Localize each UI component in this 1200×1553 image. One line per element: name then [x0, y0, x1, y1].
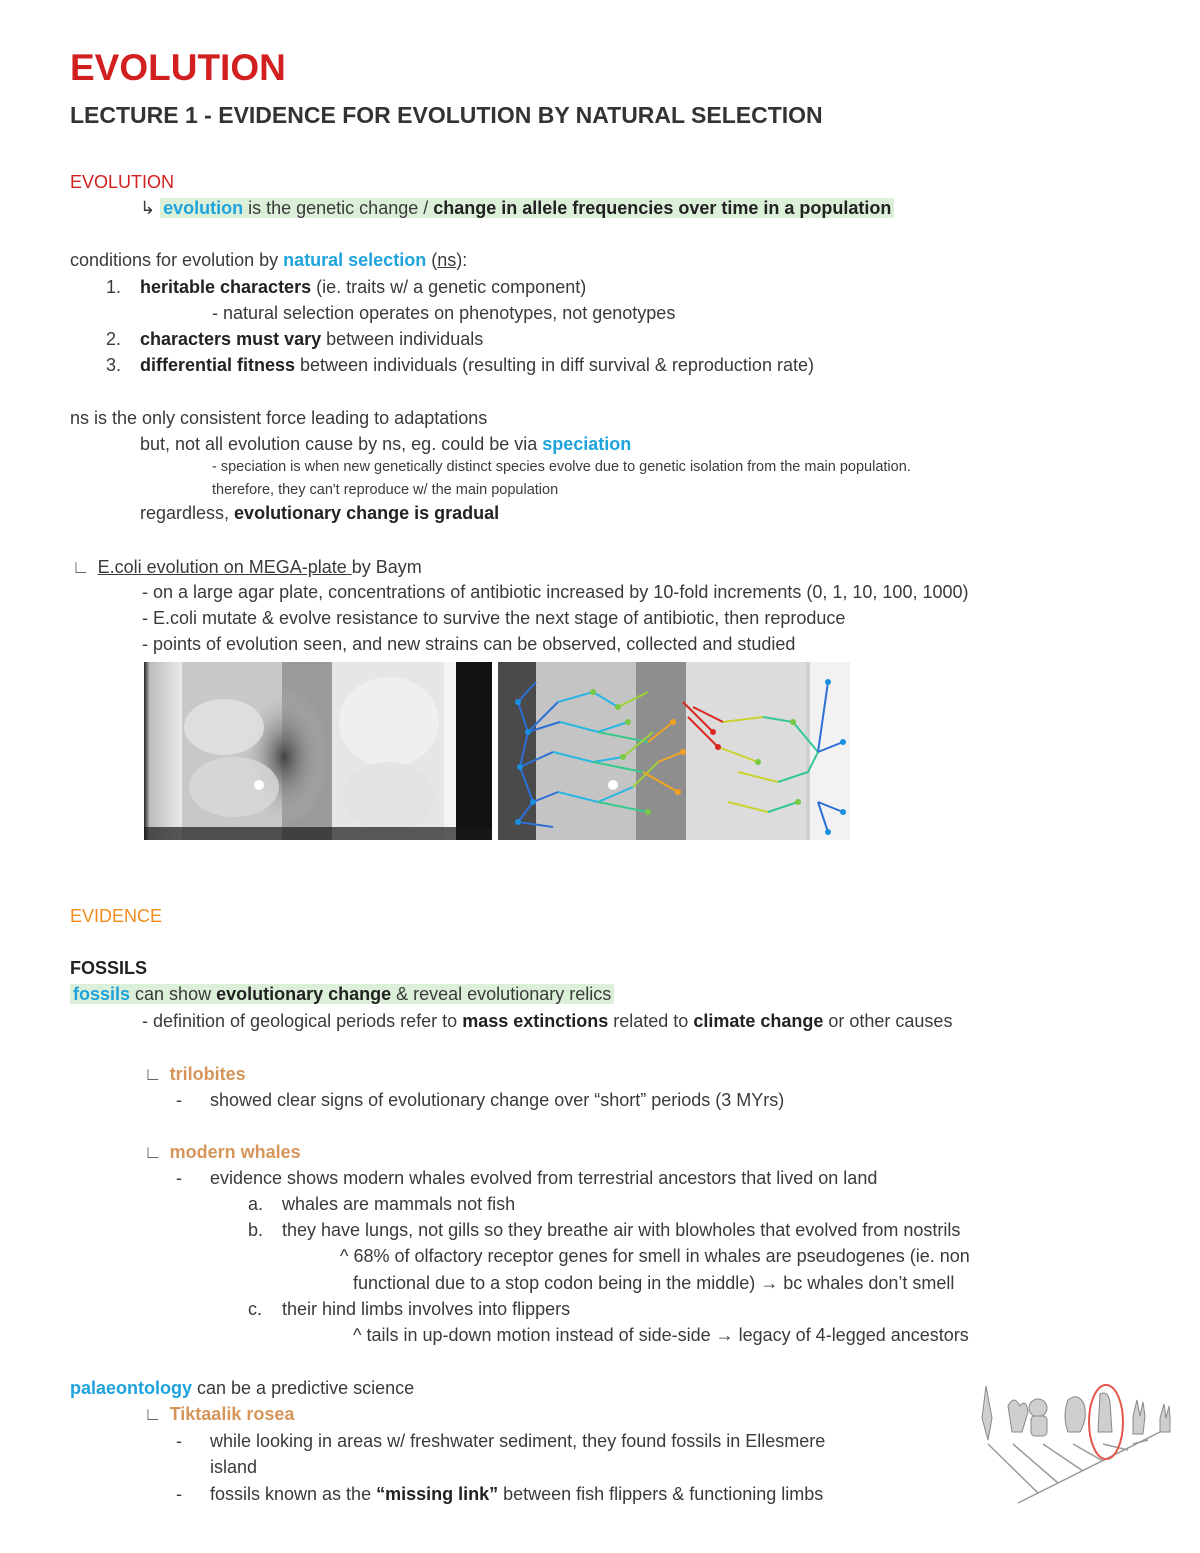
paren-open: (	[426, 250, 438, 270]
note-text: - definition of geological periods refer to	[142, 1011, 463, 1031]
term-natural-selection: natural selection	[283, 250, 427, 270]
whales-item-b-note-1: ^ 68% of olfactory receptor genes for smell in whales are pseudogenes (ie. non	[340, 1246, 970, 1266]
fossils-summary	[70, 982, 614, 1006]
bullet-text: showed clear signs of evolutionary change over “short” periods (3 MYrs)	[210, 1090, 785, 1110]
note-bold: mass extinctions	[462, 1011, 609, 1031]
dash: -	[176, 1431, 182, 1451]
section-heading-evidence: EVIDENCE	[70, 906, 163, 926]
geological-periods-note	[142, 1009, 952, 1033]
fossils-heading: FOSSILS	[70, 958, 148, 978]
note-text: or other causes	[823, 1011, 953, 1031]
ecoli-bullet-2: - E.coli mutate & evolve resistance to survive the next stage of antibiotic, then reproduce	[142, 608, 846, 628]
item-text: they have lungs, not gills so they breathe air with blowholes that evolved from nostrils	[282, 1220, 961, 1240]
page-subtitle: LECTURE 1 - EVIDENCE FOR EVOLUTION BY NATURAL SELECTION	[70, 102, 823, 128]
dash: -	[176, 1090, 182, 1110]
trilobites-bullet	[176, 1088, 784, 1112]
whales-item-a	[248, 1192, 515, 1216]
condition-text: between individuals	[321, 329, 484, 349]
definition-highlight	[160, 198, 894, 218]
dash: -	[176, 1168, 182, 1188]
tetrapod-cladogram	[968, 1378, 1180, 1508]
definition-text: is the genetic change /	[243, 198, 434, 218]
term-speciation: speciation	[542, 434, 632, 454]
section-heading-evolution: EVOLUTION	[70, 172, 175, 192]
corner-glyph: ∟	[144, 1404, 162, 1424]
tiktaalik-heading	[144, 1402, 294, 1426]
whales-item-c-note: ^ tails in up-down motion instead of side-side → legacy of 4-legged ancestors	[353, 1325, 969, 1345]
bullet-text: between fish flippers & functioning limbs	[498, 1484, 824, 1504]
fossils-text: & reveal evolutionary relics	[391, 984, 612, 1004]
list-number: 1.	[106, 277, 122, 297]
dash: -	[176, 1484, 182, 1504]
whales-bullet	[176, 1166, 877, 1190]
term-palaeontology: palaeontology	[70, 1378, 193, 1398]
ecoli-author: by Baym	[351, 557, 422, 577]
condition-text: between individuals (resulting in diff survival & reproduction rate)	[295, 355, 814, 375]
condition-text: (ie. traits w/ a genetic component)	[311, 277, 587, 297]
megaplate-lineage-tree	[498, 662, 850, 840]
ns-line-1: ns is the only consistent force leading to adaptations	[70, 408, 488, 428]
ecoli-bullet-3: - points of evolution seen, and new strains can be observed, collected and studied	[142, 634, 796, 654]
condition-item-1-note: - natural selection operates on phenotypes, not genotypes	[212, 303, 676, 323]
palaeo-text: can be a predictive science	[192, 1378, 415, 1398]
condition-item-2	[106, 327, 483, 351]
ns-bold: evolutionary change is gradual	[234, 503, 500, 523]
paren-close: ):	[456, 250, 468, 270]
speciation-note-2: therefore, they can't reproduce w/ the main population	[212, 482, 559, 498]
bullet-bold: “missing link”	[376, 1484, 499, 1504]
ecoli-heading	[72, 555, 422, 579]
fossils-bold: evolutionary change	[216, 984, 392, 1004]
whales-item-b-note-2: functional due to a stop codon being in the middle) → bc whales don’t smell	[353, 1273, 955, 1293]
list-number: 2.	[106, 329, 122, 349]
ecoli-link[interactable]: E.coli evolution on MEGA-plate	[97, 557, 352, 577]
trilobites-heading	[144, 1062, 246, 1086]
condition-bold: differential fitness	[140, 355, 296, 375]
speciation-note-1: - speciation is when new genetically distinct species evolve due to genetic isolation from the main population.	[212, 459, 911, 475]
note-bold: climate change	[693, 1011, 824, 1031]
whales-heading	[144, 1140, 301, 1164]
condition-item-3	[106, 353, 814, 377]
conditions-intro	[70, 248, 467, 272]
list-letter: c.	[248, 1299, 263, 1319]
condition-bold: characters must vary	[140, 329, 322, 349]
ns-line-2	[140, 432, 631, 456]
abbr-ns: ns	[437, 250, 457, 270]
term-fossils: fossils	[73, 984, 131, 1004]
bullet-text: evidence shows modern whales evolved from terrestrial ancestors that lived on land	[210, 1168, 878, 1188]
tiktaalik-bullet-1	[176, 1429, 825, 1453]
term-trilobites: trilobites	[169, 1064, 246, 1084]
term-evolution: evolution	[163, 198, 244, 218]
whales-item-b	[248, 1218, 960, 1242]
note-text: related to	[608, 1011, 694, 1031]
term-tiktaalik: Tiktaalik rosea	[169, 1404, 295, 1424]
fossils-text: can show	[130, 984, 217, 1004]
item-text: whales are mammals not fish	[282, 1194, 516, 1214]
fossils-highlight	[70, 984, 614, 1004]
list-letter: a.	[248, 1194, 264, 1214]
condition-item-1	[106, 275, 586, 299]
tiktaalik-bullet-1-cont: island	[210, 1457, 258, 1477]
corner-glyph: ∟	[144, 1064, 162, 1084]
bullet-text: fossils known as the	[210, 1484, 377, 1504]
term-modern-whales: modern whales	[169, 1142, 301, 1162]
corner-glyph: ∟	[144, 1142, 162, 1162]
item-text: their hind limbs involves into flippers	[282, 1299, 571, 1319]
ns-text: regardless,	[140, 503, 235, 523]
definition-bold: change in allele frequencies over time in a population	[433, 198, 892, 218]
palaeontology-line	[70, 1376, 414, 1400]
evolution-definition	[140, 196, 894, 220]
bullet-text: while looking in areas w/ freshwater sediment, they found fossils in Ellesmere	[210, 1431, 826, 1451]
list-letter: b.	[248, 1220, 264, 1240]
ns-text: but, not all evolution cause by ns, eg. could be via	[140, 434, 543, 454]
tiktaalik-bullet-2	[176, 1482, 823, 1506]
arrow-glyph: ↳	[140, 198, 156, 218]
condition-bold: heritable characters	[140, 277, 312, 297]
corner-glyph: ∟	[72, 557, 90, 577]
ns-line-5	[140, 501, 499, 525]
conditions-text: conditions for evolution by	[70, 250, 284, 270]
list-number: 3.	[106, 355, 122, 375]
megaplate-photo	[144, 662, 492, 840]
ecoli-bullet-1: - on a large agar plate, concentrations of antibiotic increased by 10-fold increments (0, 1, 10, 100, 1000)	[142, 582, 969, 602]
whales-item-c	[248, 1297, 570, 1321]
page-title: EVOLUTION	[70, 47, 286, 88]
